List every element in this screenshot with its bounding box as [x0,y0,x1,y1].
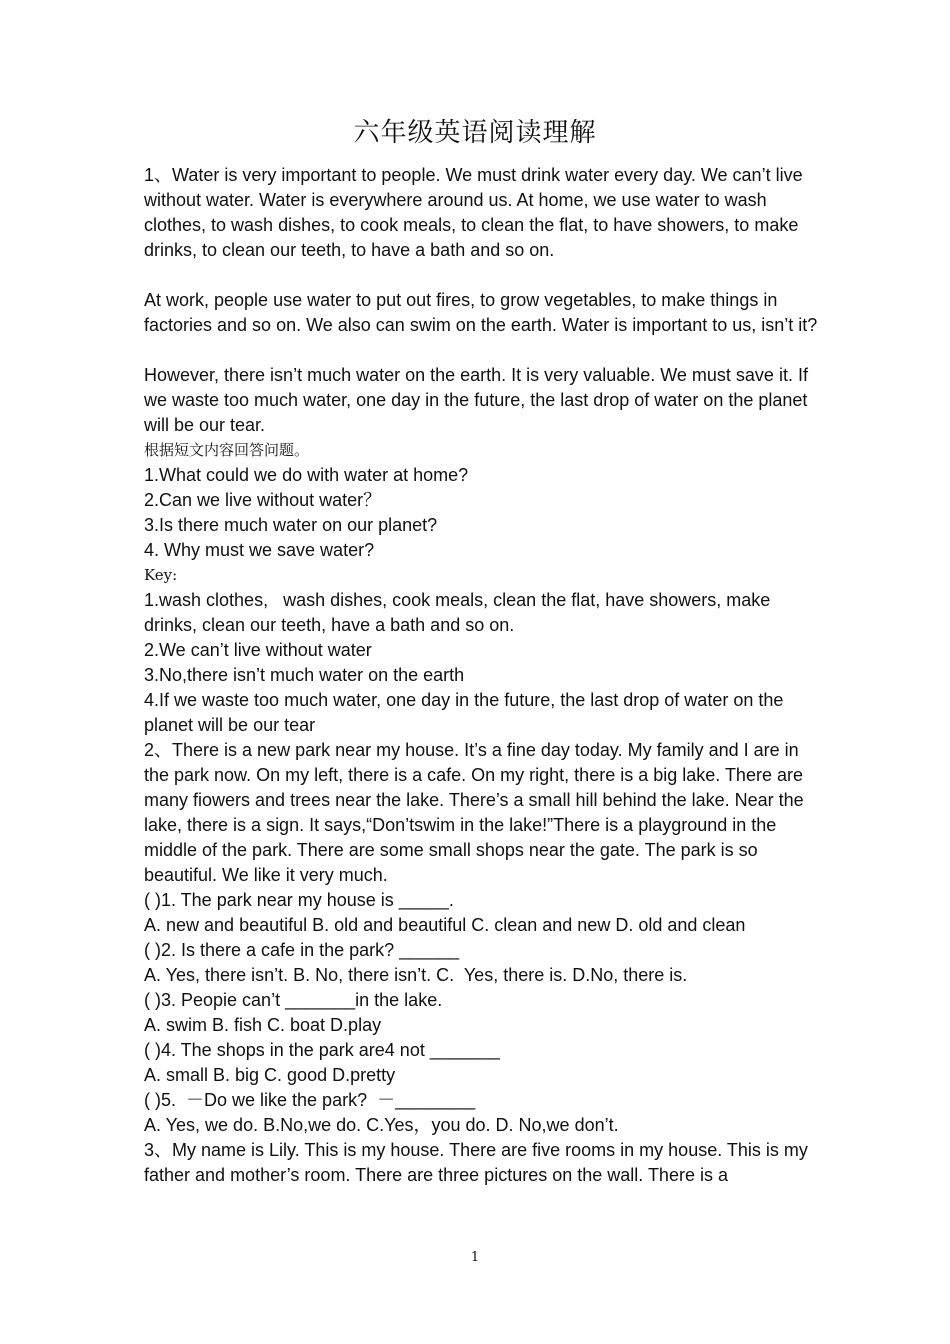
instruction-text: 根据短文内容回答问题。 [144,441,310,459]
document-body [144,163,824,1188]
passage1-paragraph: At work, people use water to put out fires, to grow vegetables, to make things in factories and so on. We also can swim on the earth. Water is important to us, isn’t it? [144,290,818,335]
question-item: 4. Why must we save water? [144,540,375,560]
mc-options: A. swim B. fish C. boat D.play [144,1015,382,1035]
mc-question: ( )4. The shops in the park are4 not _______ [144,1040,500,1060]
mc-question: ( )3. Peopie can’t _______in the lake. [144,990,443,1010]
passage3-paragraph: 3、My name is Lily. This is my house. There are five rooms in my house. This is my father and mother’s room. There are three pictures on the wall. There is a [144,1140,813,1185]
mc-question: ( )2. Is there a cafe in the park? ______ [144,940,460,960]
answer-item: 2.We can’t live without water [144,640,372,660]
answer-item: 4.If we waste too much water, one day in the future, the last drop of water on the planet will be our tear [144,690,789,735]
page-title: 六年级英语阅读理解 [353,118,597,148]
answer-item: 1.wash clothes, wash dishes, cook meals, clean the flat, have showers, make drinks, clean our teeth, have a bath and so on. [144,590,776,635]
mc-question: ( )1. The park near my house is _____. [144,890,454,910]
answer-item: 3.No,there isn’t much water on the earth [144,665,465,685]
mc-question: ( )5. －Do we like the park? －________ [144,1090,476,1110]
passage1-paragraph: However, there isn’t much water on the earth. It is very valuable. We must save it. If we waste too much water, one day in the future, the last drop of water on the planet will be our tear. [144,365,813,435]
question-item: 2.Can we live without water？ [144,490,382,510]
question-item: 1.What could we do with water at home? [144,465,469,485]
paragraph-gap [144,338,824,363]
mc-options: A. new and beautiful B. old and beautiful C. clean and new D. old and clean [144,915,746,935]
mc-options: A. Yes, there isn’t. B. No, there isn’t. C. Yes, there is. D.No, there is. [144,965,688,985]
key-label: Key: [144,566,178,584]
passage2-paragraph: 2、There is a new park near my house. It’s a fine day today. My family and I are in the park now. On my left, there is a cafe. On my right, there is a big lake. There are many fiowers and trees near the lake. There’s a small hill behind the lake. Near the lake, there is a sign. It says,“Don’tswim in the lake!”There is a playground in the middle of the park. There are some small shops near the gate. The park is so beautiful. We like it very much. [144,740,809,885]
question-item: 3.Is there much water on our planet? [144,515,438,535]
paragraph-gap [144,263,824,288]
page-number: 1 [470,1250,480,1265]
mc-options: A. small B. big C. good D.pretty [144,1065,396,1085]
passage1-paragraph: 1、Water is very important to people. We must drink water every day. We can’t live without water. Water is everywhere around us. At home, we use water to wash clothes, to wash dishes, to cook meals, to clean the flat, to have showers, to make drinks, to clean our teeth, to have a bath and so on. [144,165,808,260]
mc-options: A. Yes, we do. B.No,we do. C.Yes，you do. D. No,we don’t. [144,1115,619,1135]
